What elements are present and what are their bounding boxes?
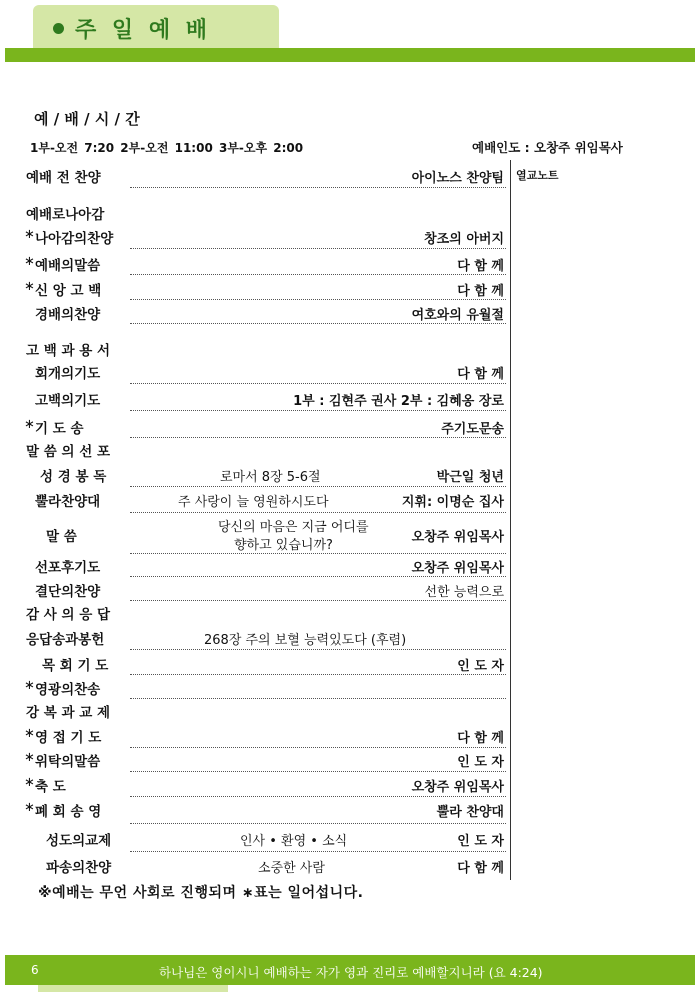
order-row bbox=[0, 747, 510, 771]
order-row bbox=[0, 772, 510, 796]
row-leader: 다 함 께 bbox=[457, 861, 504, 876]
dotted-divider bbox=[130, 851, 506, 852]
footer-tab bbox=[38, 985, 228, 992]
row-label: 신 앙 고 백 bbox=[35, 283, 102, 299]
row-label: 예배 전 찬양 bbox=[26, 170, 101, 186]
row-detail: 인사 • 환영 • 소식 bbox=[240, 834, 348, 849]
dotted-divider bbox=[130, 323, 506, 324]
dotted-divider bbox=[130, 383, 506, 384]
stand-icon: ∗ bbox=[24, 227, 35, 242]
row-label: 축 도 bbox=[35, 779, 66, 795]
order-row bbox=[0, 414, 510, 438]
row-leader: 1부 : 김현주 권사 2부 : 김혜옹 장로 bbox=[293, 394, 504, 409]
row-label: 회개의기도 bbox=[35, 366, 101, 382]
row-leader: 뿔라 찬양대 bbox=[436, 805, 504, 820]
section-heading-row bbox=[0, 336, 510, 360]
row-leader: 선한 능력으로 bbox=[424, 585, 504, 600]
order-row bbox=[0, 224, 510, 248]
row-label: 목 회 기 도 bbox=[42, 658, 109, 674]
dotted-divider bbox=[130, 248, 506, 249]
row-detail: 268장 주의 보혈 능력있도다 (후렴) bbox=[204, 633, 407, 648]
dotted-divider bbox=[130, 649, 506, 650]
row-detail: 로마서 8장 5-6절 bbox=[220, 470, 321, 485]
order-row bbox=[0, 797, 510, 821]
order-row bbox=[0, 276, 510, 300]
stand-icon: ∗ bbox=[24, 417, 35, 432]
order-row bbox=[0, 462, 510, 486]
service-leader: 예배인도 : 오창주 위임목사 bbox=[472, 140, 623, 155]
dotted-divider bbox=[130, 274, 506, 275]
order-row bbox=[0, 577, 510, 601]
row-label: 결단의찬양 bbox=[35, 584, 101, 600]
row-leader: 여호와의 유월절 bbox=[411, 308, 504, 323]
footer-bar bbox=[5, 955, 695, 985]
order-row bbox=[0, 553, 510, 577]
standing-note: ※예배는 무언 사회로 진행되며 ∗표는 일어섭니다. bbox=[38, 885, 364, 901]
row-leader: 오창주 위임목사 bbox=[411, 530, 504, 545]
section-heading: 말 씀 의 선 포 bbox=[26, 444, 111, 460]
order-row bbox=[0, 359, 510, 383]
row-leader: 인 도 자 bbox=[457, 755, 504, 770]
row-label: 선포후기도 bbox=[35, 560, 101, 576]
dotted-divider bbox=[130, 512, 506, 513]
section-heading: 예배로나아감 bbox=[26, 207, 105, 223]
order-row bbox=[0, 675, 510, 699]
row-label: 성도의교제 bbox=[46, 833, 112, 849]
order-row bbox=[0, 514, 510, 554]
row-label: 위탁의말씀 bbox=[35, 754, 101, 770]
section-heading-row bbox=[0, 600, 510, 624]
dotted-divider bbox=[130, 823, 506, 824]
row-detail: 향하고 있습니까? bbox=[234, 538, 333, 553]
row-label: 예배의말씀 bbox=[35, 258, 101, 274]
order-row bbox=[0, 300, 510, 324]
row-leader: 인 도 자 bbox=[457, 834, 504, 849]
row-leader: 오창주 위임목사 bbox=[411, 780, 504, 795]
row-label: 성 경 봉 독 bbox=[40, 469, 107, 485]
row-leader: 창조의 아버지 bbox=[424, 232, 504, 247]
section-heading-row bbox=[0, 200, 510, 224]
dotted-divider bbox=[130, 187, 506, 188]
row-leader: 박근일 청년 bbox=[436, 470, 504, 485]
row-label: 폐 회 송 영 bbox=[35, 804, 102, 820]
row-label: 기 도 송 bbox=[35, 421, 84, 437]
service-times: 1부-오전 7:20 2부-오전 11:00 3부-오후 2:00 bbox=[30, 141, 304, 155]
order-row bbox=[0, 723, 510, 747]
section-heading-row bbox=[0, 698, 510, 722]
row-leader: 지휘: 이명순 집사 bbox=[401, 495, 504, 510]
row-detail: 주 사랑이 늘 영원하시도다 bbox=[178, 495, 329, 510]
row-label: 영광의찬송 bbox=[35, 682, 101, 698]
row-leader: 아이노스 찬양팀 bbox=[411, 171, 504, 186]
stand-icon: ∗ bbox=[24, 775, 35, 790]
order-row bbox=[0, 826, 510, 850]
row-leader: 다 함 께 bbox=[457, 259, 504, 274]
row-label: 나아감의찬양 bbox=[35, 231, 114, 247]
stand-icon: ∗ bbox=[24, 678, 35, 693]
row-leader: 인 도 자 bbox=[457, 659, 504, 674]
stand-icon: ∗ bbox=[24, 750, 35, 765]
section-heading: 고 백 과 용 서 bbox=[26, 343, 111, 359]
row-label: 영 접 기 도 bbox=[35, 730, 102, 746]
stand-icon: ∗ bbox=[24, 726, 35, 741]
row-label: 뿔라찬양대 bbox=[35, 494, 101, 510]
order-row bbox=[0, 251, 510, 275]
row-leader: 다 함 께 bbox=[457, 731, 504, 746]
row-detail: 소중한 사람 bbox=[258, 861, 325, 876]
stand-icon: ∗ bbox=[24, 254, 35, 269]
row-detail: 당신의 마음은 지금 어디를 bbox=[218, 520, 369, 535]
order-row bbox=[0, 625, 510, 649]
order-row bbox=[0, 853, 510, 877]
row-leader: 다 함 께 bbox=[457, 284, 504, 299]
bullet-icon bbox=[53, 23, 64, 34]
row-leader: 오창주 위임목사 bbox=[411, 561, 504, 576]
section-heading: 감 사 의 응 답 bbox=[26, 607, 111, 623]
section-heading-row bbox=[0, 437, 510, 461]
section-tab bbox=[33, 5, 279, 50]
column-divider bbox=[510, 160, 511, 880]
stand-icon: ∗ bbox=[24, 279, 35, 294]
order-row bbox=[0, 651, 510, 675]
header-bar bbox=[5, 48, 695, 62]
row-label: 파송의찬양 bbox=[46, 860, 112, 876]
order-row bbox=[0, 386, 510, 410]
footer-verse: 하나님은 영이시니 예배하는 자가 영과 진리로 예배할지니라 (요 4:24) bbox=[159, 965, 543, 980]
order-row bbox=[0, 487, 510, 511]
row-label: 고백의기도 bbox=[35, 393, 101, 409]
row-label: 응답송과봉헌 bbox=[26, 632, 105, 648]
memo-label: 열교노트 bbox=[516, 169, 559, 182]
row-leader: 다 함 께 bbox=[457, 367, 504, 382]
order-row bbox=[0, 163, 510, 187]
row-label: 말 씀 bbox=[46, 529, 77, 545]
row-label: 경배의찬양 bbox=[35, 307, 101, 323]
section-title: 주 일 예 배 bbox=[75, 18, 211, 43]
dotted-divider bbox=[130, 410, 506, 411]
page-number: 6 bbox=[31, 963, 39, 977]
schedule-title: 예 / 배 / 시 / 간 bbox=[34, 110, 140, 128]
section-heading: 강 복 과 교 제 bbox=[26, 705, 111, 721]
stand-icon: ∗ bbox=[24, 800, 35, 815]
row-leader: 주기도문송 bbox=[441, 422, 504, 437]
